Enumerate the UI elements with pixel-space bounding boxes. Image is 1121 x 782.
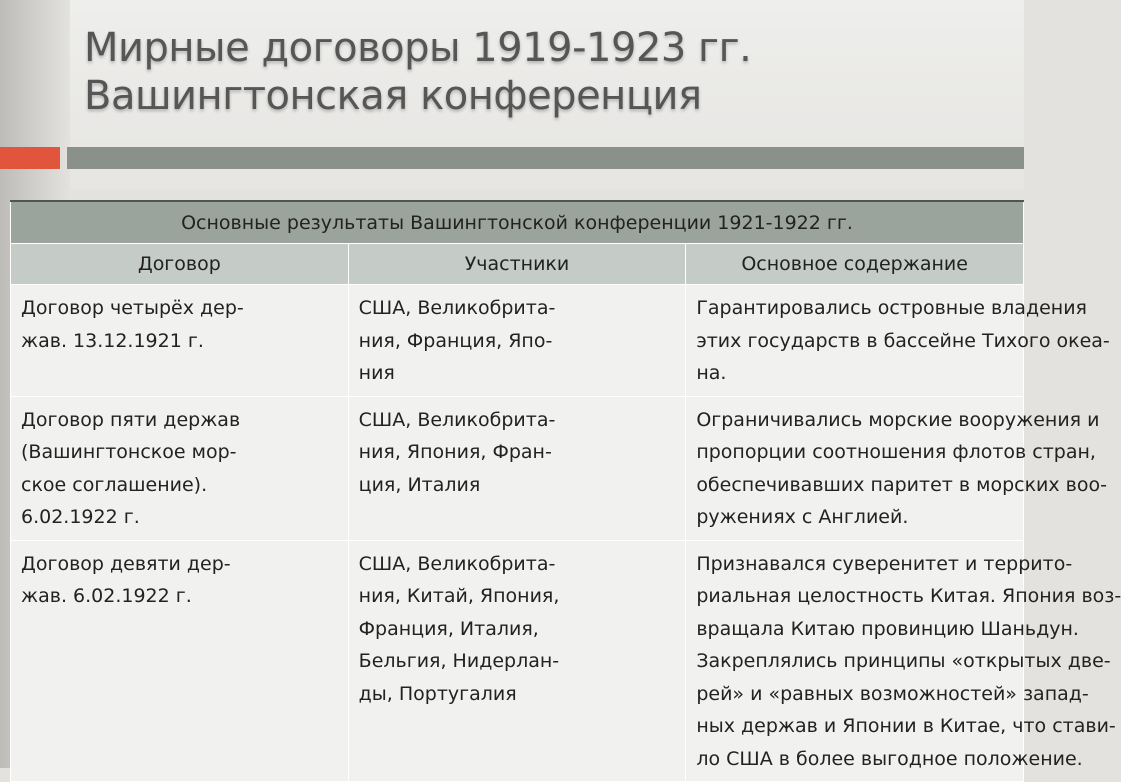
cell-participants bbox=[348, 396, 686, 540]
cell-text-line: жав. 13.12.1921 г. bbox=[21, 329, 204, 352]
cell-text-line: ния, Япония, Фран- bbox=[358, 441, 552, 463]
table-row-five-power bbox=[11, 396, 1024, 540]
cell-treaty bbox=[11, 540, 349, 782]
column-header-content: Основное содержание bbox=[686, 244, 1024, 285]
cell-text-line: обеспечивавших паритет в морских воо- bbox=[696, 473, 1107, 496]
cell-text-line: на. bbox=[696, 362, 727, 384]
cell-content bbox=[686, 285, 1110, 397]
cell-text-line: ское соглашение). bbox=[21, 473, 208, 496]
cell-text-line: пропорции соотношения флотов стран, bbox=[696, 441, 1096, 463]
slide-title-line-2: Вашингтонская конференция bbox=[84, 73, 702, 119]
cell-text-line: ных держав и Японии в Китае, что стави- bbox=[696, 715, 1116, 737]
cell-text-line: 6.02.1922 г. bbox=[21, 506, 140, 528]
cell-text-line: Бельгия, Нидерлан- bbox=[358, 650, 560, 672]
cell-treaty bbox=[11, 396, 349, 540]
table-caption-row bbox=[11, 201, 1024, 244]
cell-text-line: Франция, Италия, bbox=[358, 617, 539, 640]
cell-text-line: США, Великобрита- bbox=[358, 297, 556, 319]
cell-text-line: ция, Италия bbox=[358, 473, 481, 496]
cell-content bbox=[686, 540, 1121, 782]
cell-text-line: Признавался суверенитет и террито- bbox=[696, 552, 1073, 575]
cell-text-line: Ограничивались морские вооружения и bbox=[696, 408, 1100, 431]
table-header-row bbox=[11, 244, 1024, 285]
cell-text-line: США, Великобрита- bbox=[358, 552, 556, 575]
cell-text-line: риальная целостность Китая. Япония воз- bbox=[696, 585, 1121, 607]
table-row-nine-power bbox=[11, 540, 1024, 782]
accent-bar bbox=[0, 147, 60, 169]
cell-text-line: ды, Португалия bbox=[358, 682, 517, 705]
cell-text-line: ния bbox=[358, 362, 395, 384]
column-header-treaty: Договор bbox=[11, 244, 349, 285]
cell-text-line: ружениях с Англией. bbox=[696, 506, 909, 528]
column-header-participants: Участники bbox=[348, 244, 686, 285]
slide-title-line-1: Мирные договоры 1919-1923 гг. bbox=[84, 25, 752, 71]
cell-text-line: (Вашингтонское мор- bbox=[21, 441, 237, 463]
cell-text-line: ния, Франция, Япо- bbox=[358, 329, 553, 352]
cell-text-line: Договор пяти держав bbox=[21, 408, 241, 431]
cell-participants bbox=[348, 285, 686, 397]
cell-text-line: вращала Китаю провинцию Шаньдун. bbox=[696, 617, 1079, 640]
cell-text-line: Закреплялись принципы «открытых две- bbox=[696, 650, 1111, 672]
cell-text-line: ло США в более выгодное положение. bbox=[696, 747, 1083, 770]
cell-text-line: США, Великобрита- bbox=[358, 408, 556, 431]
results-table-container bbox=[10, 200, 1121, 770]
cell-content bbox=[686, 396, 1107, 540]
cell-text-line: рей» и «равных возможностей» запад- bbox=[696, 682, 1089, 705]
cell-text-line: Договор четырёх дер- bbox=[21, 297, 244, 319]
cell-text-line: жав. 6.02.1922 г. bbox=[21, 585, 192, 607]
cell-treaty bbox=[11, 285, 349, 397]
divider-bar bbox=[67, 147, 1024, 169]
results-table bbox=[10, 200, 1121, 782]
cell-text-line: Договор девяти дер- bbox=[21, 552, 231, 575]
table-row-four-power bbox=[11, 285, 1024, 397]
slide-title bbox=[84, 24, 1004, 120]
cell-participants bbox=[348, 540, 686, 782]
cell-text-line: ния, Китай, Япония, bbox=[358, 585, 560, 607]
cell-text-line: Гарантировались островные владения bbox=[696, 297, 1087, 319]
cell-text-line: этих государств в бассейне Тихого океа- bbox=[696, 329, 1110, 352]
table-caption: Основные результаты Вашингтонской конференции 1921-1922 гг. bbox=[11, 201, 1024, 244]
